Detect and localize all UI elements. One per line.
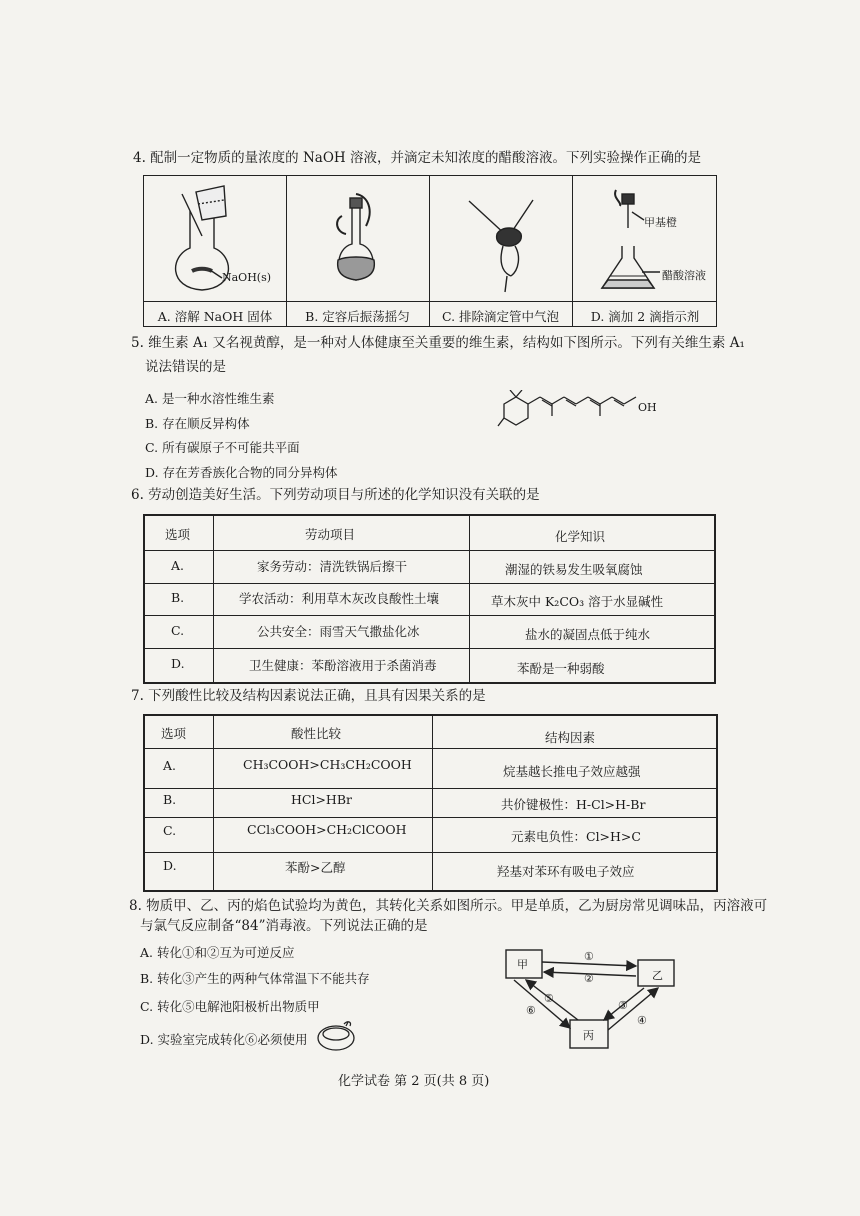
retinol-structure: [490, 390, 670, 440]
q5-option-d: D. 存在芳香族化合物的同分异构体: [145, 465, 338, 480]
q5-option-a: A. 是一种水溶性维生素: [145, 391, 275, 406]
q6-row-a-knowledge: 潮湿的铁易发生吸氧腐蚀: [505, 562, 643, 577]
q8-option-d: D. 实验室完成转化⑥必须使用: [140, 1032, 308, 1047]
q7-row-c-acidity: CCl₃COOH>CH₂ClCOOH: [247, 822, 407, 837]
node-yi: 乙: [652, 969, 663, 982]
q7-row-c-label: C.: [163, 823, 177, 838]
q4-option-b: B. 定容后振荡摇匀: [305, 309, 410, 324]
q8-stem-line2: 与氯气反应制备“84”消毒液。下列说法正确的是: [140, 918, 428, 934]
q7-row-d-structure: 羟基对苯环有吸电子效应: [497, 864, 635, 879]
arrow-label-2: ②: [584, 972, 594, 985]
q4-figure-box: [143, 175, 717, 327]
evaporating-dish-icon: [314, 1018, 358, 1054]
q5-option-b: B. 存在顺反异构体: [145, 416, 250, 431]
q7-row-b-acidity: HCl>HBr: [291, 792, 352, 807]
page-footer: 化学试卷 第 2 页(共 8 页): [338, 1074, 490, 1089]
q6-header-labor: 劳动项目: [305, 527, 356, 542]
q8-option-a: A. 转化①和②互为可逆反应: [140, 945, 295, 960]
q6-table: [143, 514, 716, 684]
q7-row-d-acidity: 苯酚>乙醇: [285, 860, 346, 875]
q7-row-a-acidity: CH₃COOH>CH₃CH₂COOH: [243, 757, 412, 772]
q7-row-a-label: A.: [163, 758, 177, 773]
q6-row-a-labor: 家务劳动：清洗铁锅后擦干: [257, 559, 408, 574]
burette-bubble-illustration: [429, 176, 572, 301]
q6-header-knowledge: 化学知识: [555, 529, 606, 544]
q6-row-c-knowledge: 盐水的凝固点低于纯水: [525, 627, 651, 642]
shake-flask-illustration: [286, 176, 429, 301]
arrow-label-6: ⑥: [526, 1004, 536, 1017]
q6-row-b-label: B.: [171, 590, 185, 605]
q8-option-b: B. 转化③产生的两种气体常温下不能共存: [140, 971, 370, 986]
q6-stem: 6. 劳动创造美好生活。下列劳动项目与所述的化学知识没有关联的是: [131, 487, 540, 503]
oh-label: OH: [638, 401, 657, 414]
q5-option-c: C. 所有碳原子不可能共平面: [145, 440, 300, 455]
node-jia: 甲: [517, 958, 528, 971]
naoh-label: NaOH(s): [222, 271, 272, 284]
methyl-orange-label: 甲基橙: [644, 216, 677, 229]
q6-row-a-label: A.: [171, 558, 185, 573]
q7-header-structure: 结构因素: [545, 730, 596, 745]
q7-row-a-structure: 烷基越长推电子效应越强: [503, 764, 641, 779]
q7-header-option: 选项: [161, 726, 187, 741]
q5-stem-line2: 说法错误的是: [145, 359, 226, 375]
q8-conversion-diagram: [500, 942, 700, 1054]
q6-row-d-label: D.: [171, 656, 185, 671]
q6-row-d-labor: 卫生健康：苯酚溶液用于杀菌消毒: [249, 658, 437, 673]
q4-option-c: C. 排除滴定管中气泡: [441, 309, 560, 324]
q8-option-c: C. 转化⑤电解池阳极析出物质甲: [140, 999, 320, 1014]
q5-stem-line1: 5. 维生素 A₁ 又名视黄醇，是一种对人体健康至关重要的维生素，结构如下图所示。下列有关维生素 A₁: [131, 335, 745, 351]
arrow-label-3: ③: [618, 999, 628, 1012]
q7-row-b-structure: 共价键极性：H-Cl>H-Br: [501, 797, 646, 812]
arrow-label-5: ⑤: [544, 992, 554, 1005]
q7-row-c-structure: 元素电负性：Cl>H>C: [511, 829, 641, 844]
q7-row-b-label: B.: [163, 792, 177, 807]
acetic-acid-label: 醋酸溶液: [662, 269, 706, 282]
arrow-label-1: ①: [584, 950, 594, 963]
node-bing: 丙: [583, 1029, 594, 1042]
q6-row-c-labor: 公共安全：雨雪天气撒盐化冰: [257, 624, 420, 639]
q8-stem-line1: 8. 物质甲、乙、丙的焰色试验均为黄色，其转化关系如图所示。甲是单质，乙为厨房常见调味品，丙溶液可: [129, 898, 768, 914]
q7-row-d-label: D.: [163, 858, 177, 873]
q6-header-option: 选项: [165, 527, 191, 542]
q4-stem: 4. 配制一定物质的量浓度的 NaOH 溶液，并滴定未知浓度的醋酸溶液。下列实验操作正确的是: [133, 150, 701, 166]
q4-option-a: A. 溶解 NaOH 固体: [157, 309, 273, 324]
q4-option-d: D. 滴加 2 滴指示剂: [590, 309, 700, 324]
q6-row-c-label: C.: [171, 623, 185, 638]
q6-row-d-knowledge: 苯酚是一种弱酸: [517, 661, 605, 676]
q7-table: [143, 714, 718, 892]
q6-row-b-labor: 学农活动：利用草木灰改良酸性土壤: [239, 591, 440, 606]
q6-row-b-knowledge: 草木灰中 K₂CO₃ 溶于水显碱性: [491, 594, 664, 609]
arrow-label-4: ④: [637, 1014, 647, 1027]
q7-header-acidity: 酸性比较: [291, 726, 342, 741]
q7-stem: 7. 下列酸性比较及结构因素说法正确，且具有因果关系的是: [131, 688, 486, 704]
